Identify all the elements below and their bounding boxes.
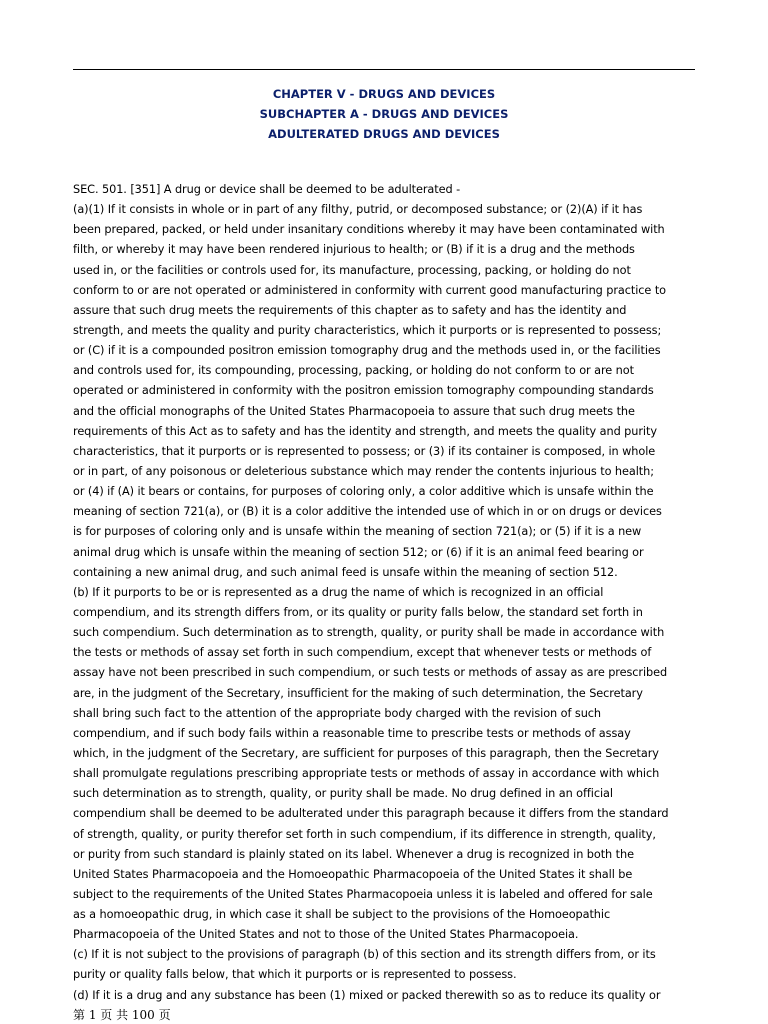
body-line: of strength, quality, or purity therefor set forth in such compendium, if its difference in strength, quality, <box>73 827 656 841</box>
body-line: subject to the requirements of the United States Pharmacopoeia unless it is labeled and offered for sale <box>73 887 653 901</box>
body-line: or (4) if (A) it bears or contains, for purposes of coloring only, a color additive which is unsafe within the <box>73 485 654 499</box>
body-line: containing a new animal drug, and such animal feed is unsafe within the meaning of section 512. <box>73 565 618 579</box>
section-group-heading: ADULTERATED DRUGS AND DEVICES <box>268 127 500 142</box>
body-line: are, in the judgment of the Secretary, insufficient for the making of such determination, the Secretary <box>73 686 643 700</box>
header-rule <box>73 69 695 70</box>
body-line: or purity from such standard is plainly stated on its label. Whenever a drug is recognized in both the <box>73 847 634 861</box>
body-line: (b) If it purports to be or is represented as a drug the name of which is recognized in an official <box>73 585 604 599</box>
body-line: compendium, and its strength differs from, or its quality or purity falls below, the standard set forth in <box>73 605 643 619</box>
body-line: or in part, of any poisonous or deleterious substance which may render the contents injurious to health; <box>73 464 654 478</box>
body-line: requirements of this Act as to safety and has the identity and strength, and meets the quality and purity <box>73 424 657 438</box>
body-line: United States Pharmacopoeia and the Homoeopathic Pharmacopoeia of the United States it shall be <box>73 867 633 881</box>
body-line: (c) If it is not subject to the provisions of paragraph (b) of this section and its strength differs from, or its <box>73 948 656 962</box>
body-line: purity or quality falls below, that which it purports or is represented to possess. <box>73 968 517 982</box>
body-line: assure that such drug meets the requirements of this chapter as to safety and has the identity and <box>73 303 627 317</box>
body-line: assay have not been prescribed in such compendium, or such tests or methods of assay as are prescribed <box>73 666 668 680</box>
body-line: and the official monographs of the United States Pharmacopoeia to assure that such drug meets the <box>73 404 635 418</box>
body-line: operated or administered in conformity with the positron emission tomography compounding standards <box>73 384 654 398</box>
body-line: such determination as to strength, quality, or purity shall be made. No drug defined in an official <box>73 787 613 801</box>
body-line: characteristics, that it purports or is represented to possess; or (3) if its container is composed, in whole <box>73 444 656 458</box>
body-line: SEC. 501. [351] A drug or device shall be deemed to be adulterated - <box>73 183 461 196</box>
body-line: as a homoeopathic drug, in which case it shall be subject to the provisions of the Homoeopathic <box>73 908 611 922</box>
body-line: is for purposes of coloring only and is unsafe within the meaning of section 721(a); or (5) if it is a new <box>73 525 642 539</box>
body-line: Pharmacopoeia of the United States and not to those of the United States Pharmacopoeia. <box>73 928 579 942</box>
body-line: and controls used for, its compounding, processing, packing, or holding do not conform to or are not <box>73 364 634 378</box>
body-line: shall promulgate regulations prescribing appropriate tests or methods of assay in accordance with which <box>73 767 660 781</box>
body-line: meaning of section 721(a), or (B) it is a color additive the intended use of which in or on drugs or devices <box>73 505 662 519</box>
body-line: used in, or the facilities or controls used for, its manufacture, processing, packing, or holding do not <box>73 263 631 277</box>
body-line: been prepared, packed, or held under insanitary conditions whereby it may have been contaminated with <box>73 223 665 237</box>
body-line: shall bring such fact to the attention of the appropriate body charged with the revision of such <box>73 706 601 720</box>
body-line: compendium shall be deemed to be adulterated under this paragraph because it differs from the standard <box>73 807 669 821</box>
body-line: (a)(1) If it consists in whole or in part of any filthy, putrid, or decomposed substance; or (2)(A) if it has <box>73 203 643 217</box>
statute-body <box>73 180 698 1006</box>
body-line: strength, and meets the quality and purity characteristics, which it purports or is represented to possess; <box>73 323 662 337</box>
body-line: the tests or methods of assay set forth in such compendium, except that whenever tests or methods of <box>73 646 652 660</box>
chapter-headings <box>73 84 695 145</box>
body-line: such compendium. Such determination as to strength, quality, or purity shall be made in accordance with <box>73 626 665 640</box>
body-line: (d) If it is a drug and any substance has been (1) mixed or packed therewith so as to reduce its quality or <box>73 988 661 1002</box>
body-line: conform to or are not operated or administered in conformity with current good manufacturing practice to <box>73 283 666 297</box>
body-line: filth, or whereby it may have been rendered injurious to health; or (B) if it is a drug and the methods <box>73 243 635 257</box>
chapter-heading: CHAPTER V - DRUGS AND DEVICES <box>272 87 496 101</box>
body-line: compendium, and if such body fails within a reasonable time to prescribe tests or methods of assay <box>73 726 631 740</box>
body-line: animal drug which is unsafe within the meaning of section 512; or (6) if it is an animal feed bearing or <box>73 545 644 559</box>
subchapter-heading: SUBCHAPTER A - DRUGS AND DEVICES <box>259 107 509 122</box>
body-line: which, in the judgment of the Secretary, are sufficient for purposes of this paragraph, then the Secretary <box>73 746 659 760</box>
page-footer: 第 1 页 共 100 页 <box>73 1008 171 1022</box>
body-line: or (C) if it is a compounded positron emission tomography drug and the methods used in, or the facilities <box>73 344 661 358</box>
